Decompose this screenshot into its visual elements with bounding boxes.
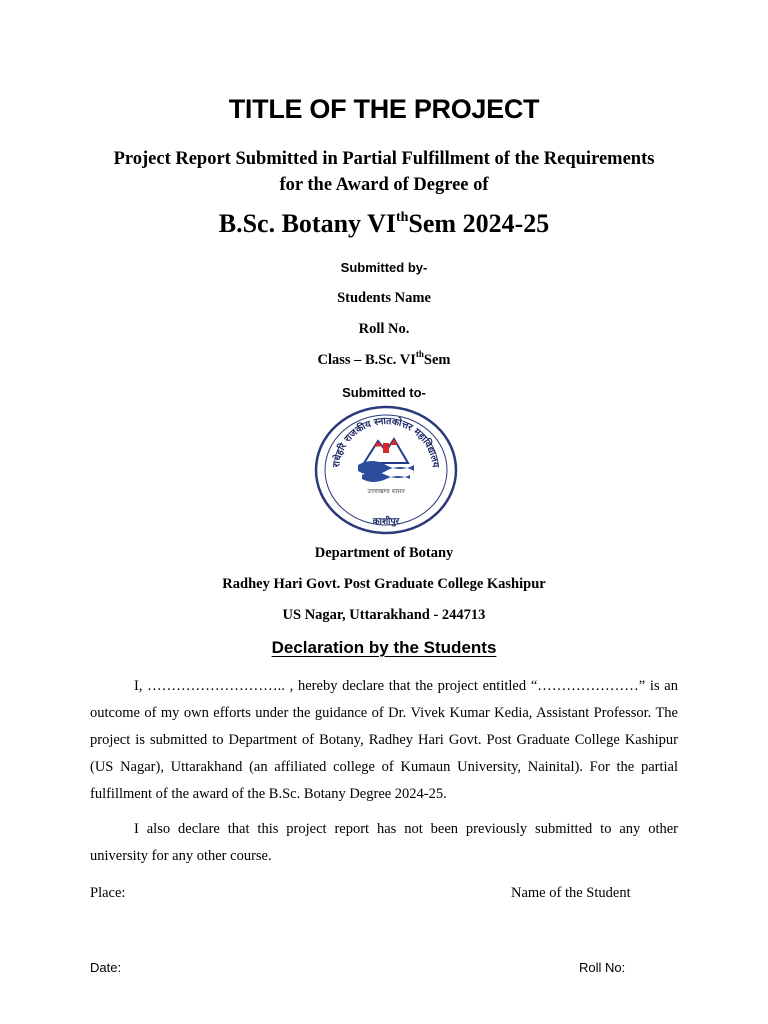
submitted-to-label: Submitted to- bbox=[342, 385, 426, 400]
class-line bbox=[0, 349, 768, 369]
degree-prefix: B.Sc. Botany VI bbox=[218, 209, 396, 238]
seal-motto: उत्तराखण्ड शासन bbox=[367, 488, 405, 495]
subtitle-line-2: for the Award of Degree of bbox=[279, 175, 489, 195]
class-prefix: Class – B.Sc. VI bbox=[317, 352, 416, 368]
declaration-paragraph-1: I, ……………………….. , hereby declare that the project entitled “…………………” is an outcome of my own efforts under the guidance of Dr. Vivek Kumar Kedia, Assistant Professor. The project is submitted to Department of Botany, Radhey Hari Govt. Post Graduate College Kashipur (US Nagar), Uttarakhand (an affiliated college of Kumaun University, Nainital). For the partial fulfillment of the award of the B.Sc. Botany Degree 2024-25. bbox=[90, 678, 678, 802]
report-subtitle bbox=[0, 146, 768, 198]
roll-no-label: Roll No. bbox=[358, 321, 410, 337]
seal-top-text: राधेहरि राजकीय स्नातकोत्तर महाविद्यालय bbox=[331, 415, 441, 469]
degree-line bbox=[0, 209, 768, 239]
class-suffix: Sem bbox=[423, 352, 451, 368]
submitted-by-label: Submitted by- bbox=[340, 260, 428, 275]
declaration-paragraph-2: I also declare that this project report has not been previously submitted to any other university for any other course. bbox=[90, 821, 678, 864]
department-name: Department of Botany bbox=[314, 545, 454, 561]
page-title: TITLE OF THE PROJECT bbox=[228, 94, 540, 124]
seal-emblem bbox=[358, 439, 414, 482]
degree-suffix: Sem 2024-25 bbox=[408, 209, 550, 238]
student-name-footer: Name of the Student bbox=[511, 885, 631, 901]
declaration-heading: Declaration by the Students bbox=[271, 638, 497, 657]
college-name: Radhey Hari Govt. Post Graduate College Kashipur bbox=[222, 576, 546, 592]
place-label: Place: bbox=[90, 885, 126, 901]
date-label: Date: bbox=[90, 960, 122, 975]
subtitle-line-1: Project Report Submitted in Partial Fulfillment of the Requirements bbox=[113, 149, 655, 169]
degree-sup: th bbox=[395, 210, 409, 225]
college-address: US Nagar, Uttarakhand - 244713 bbox=[282, 607, 486, 623]
college-seal-icon bbox=[314, 405, 458, 535]
class-sup: th bbox=[415, 349, 424, 359]
seal-bottom-text: काशीपुर bbox=[372, 517, 400, 527]
student-name-label: Students Name bbox=[337, 290, 431, 306]
roll-no-footer: Roll No: bbox=[579, 960, 626, 975]
